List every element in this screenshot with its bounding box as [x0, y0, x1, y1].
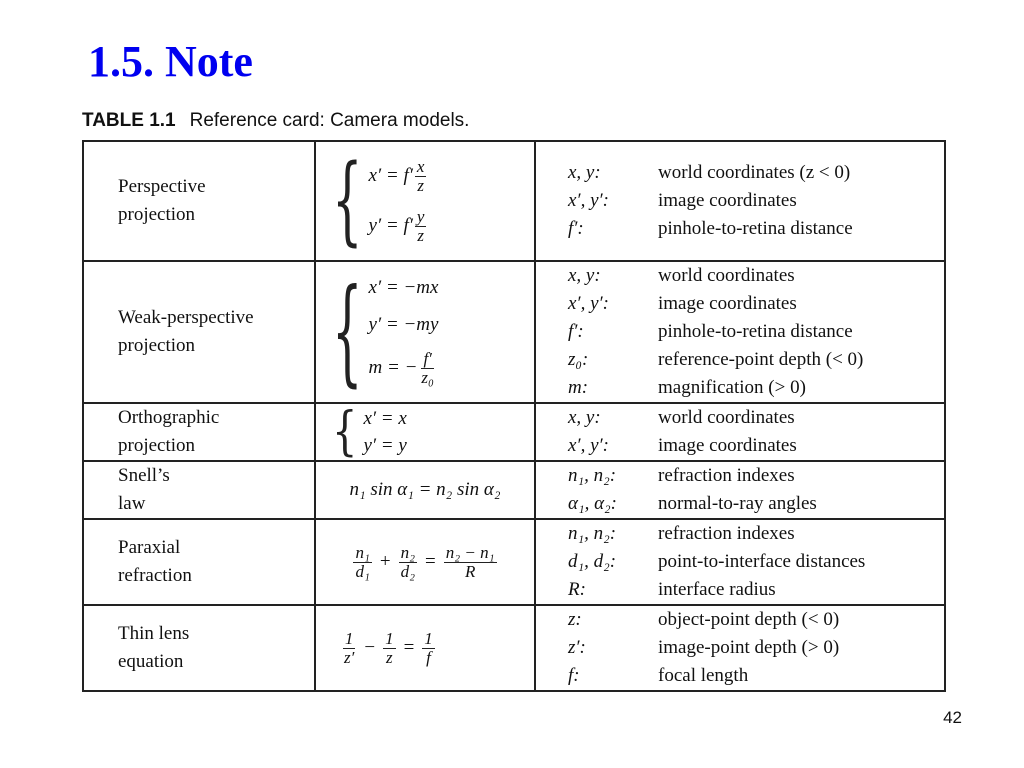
equation — [369, 158, 429, 195]
equation-text: y′ = y — [363, 434, 407, 456]
definition-cell — [535, 141, 945, 261]
equation-text: y′ = −my — [368, 313, 439, 335]
equation-text: n₁ sin α₁ = n₂ sin α₂ — [349, 479, 501, 500]
definition-cell — [535, 403, 945, 461]
definition: m: magnification (> 0) — [568, 377, 806, 398]
equation — [363, 408, 406, 430]
equation-cell — [315, 605, 535, 691]
fraction: $\frac{1}{z}$ — [385, 628, 394, 667]
fraction: $\frac{1}{z'}$ — [344, 628, 355, 667]
definition: x′, y′: image coordinates — [568, 435, 797, 456]
equation: $\frac{1}{z'}$ − $\frac{1}{z}$ = $\frac{1}{f}$ — [344, 628, 433, 667]
definition-cell — [535, 519, 945, 605]
definition: n₁, n₂: refraction indexes — [568, 523, 795, 544]
definition: d₁, d₂: point-to-interface distances — [568, 551, 866, 572]
equation-text: x′ = −mx — [368, 277, 439, 299]
equation — [363, 435, 406, 457]
row-label-line: projection — [118, 435, 196, 456]
table-row-orthographic — [83, 403, 945, 461]
row-label-line: law — [118, 493, 146, 514]
equation-text: y′ = f′ — [368, 215, 413, 236]
row-label-line: refraction — [118, 565, 192, 586]
left-brace: { — [332, 402, 358, 462]
definition: f′: pinhole-to-retina distance — [568, 321, 853, 342]
fraction: $\frac{y}{z}$ — [416, 206, 425, 245]
equation-cell — [315, 141, 535, 261]
fraction: $\frac{x}{z}$ — [416, 156, 425, 195]
equation-text: x′ = f′ — [368, 165, 413, 186]
equation-cell — [315, 261, 535, 403]
slide-title: 1.5. Note — [88, 37, 253, 86]
row-label — [83, 403, 315, 461]
fraction: $\frac{1}{f}$ — [424, 628, 433, 667]
row-label-line: Weak-perspective — [118, 307, 254, 329]
definition: x, y: world coordinates — [568, 407, 795, 428]
definition: α₁, α₂: normal-to-ray angles — [568, 493, 817, 514]
row-label-line: Paraxial — [118, 537, 181, 559]
definition: n₁, n₂: refraction indexes — [568, 465, 795, 486]
fraction: $\frac{\text{n₁}}{\text{d₁}}$ — [355, 542, 370, 581]
definition: R: interface radius — [568, 579, 776, 600]
table-row-weak-perspective — [83, 261, 945, 403]
equation-text: x′ = x — [363, 407, 407, 429]
definition: f′: pinhole-to-retina distance — [568, 218, 853, 239]
equation-text: m = − — [368, 357, 418, 379]
definition: x, y: world coordinates — [568, 265, 795, 286]
definition-cell — [535, 261, 945, 403]
left-brace: { — [332, 264, 363, 400]
equation-cell — [315, 461, 535, 519]
fraction: $\frac{\text{n₂}}{\text{d₂}}$ — [400, 542, 416, 581]
table-row-snells-law — [83, 461, 945, 519]
row-label-line: equation — [118, 651, 184, 672]
row-label-line: projection — [118, 335, 196, 356]
row-label-line: Orthographic — [118, 407, 220, 429]
row-label — [83, 141, 315, 261]
definition-cell — [535, 605, 945, 691]
row-label-line: projection — [118, 204, 196, 225]
definition: x′, y′: image coordinates — [568, 293, 797, 314]
left-brace: { — [332, 145, 363, 257]
row-label-line: Snell’s — [118, 465, 170, 487]
row-label — [83, 461, 315, 519]
definition: z′: image-point depth (> 0) — [568, 637, 840, 658]
row-label-line: Perspective — [118, 176, 206, 198]
page-number: 42 — [943, 708, 962, 727]
equation-cell — [315, 403, 535, 461]
row-label — [83, 519, 315, 605]
definition: z: object-point depth (< 0) — [568, 609, 840, 630]
equation — [369, 277, 439, 299]
table-row-paraxial-refraction — [83, 519, 945, 605]
definition: z₀: reference-point depth (< 0) — [568, 349, 864, 370]
equation — [369, 350, 439, 387]
definition: x, y: world coordinates (z < 0) — [568, 162, 851, 183]
table-caption — [82, 110, 469, 132]
equation: $\frac{\text{n₁}}{\text{d₁}}$ + $\frac{\text{n₂}}{\text{d₂}}$ = $\frac{\text{n₂ − n₁}}{R}$ — [355, 542, 495, 581]
table-row-thin-lens-equation — [83, 605, 945, 691]
fraction: $\frac{f'}{\text{z₀}}$ — [421, 349, 434, 387]
table-caption-text: Reference card: Camera models. — [189, 110, 470, 131]
table-number: TABLE 1.1 — [82, 110, 176, 131]
fraction: $\frac{\text{n₂ − n₁}}{R}$ — [445, 542, 495, 581]
camera-models-table — [82, 140, 946, 692]
equation — [369, 208, 429, 245]
table-row-perspective — [83, 141, 945, 261]
row-label — [83, 605, 315, 691]
equation — [369, 314, 439, 336]
row-label — [83, 261, 315, 403]
row-label-line: Thin lens — [118, 623, 190, 645]
equation-cell — [315, 519, 535, 605]
definition: f: focal length — [568, 665, 749, 686]
definition: x′, y′: image coordinates — [568, 190, 797, 211]
definition-cell — [535, 461, 945, 519]
